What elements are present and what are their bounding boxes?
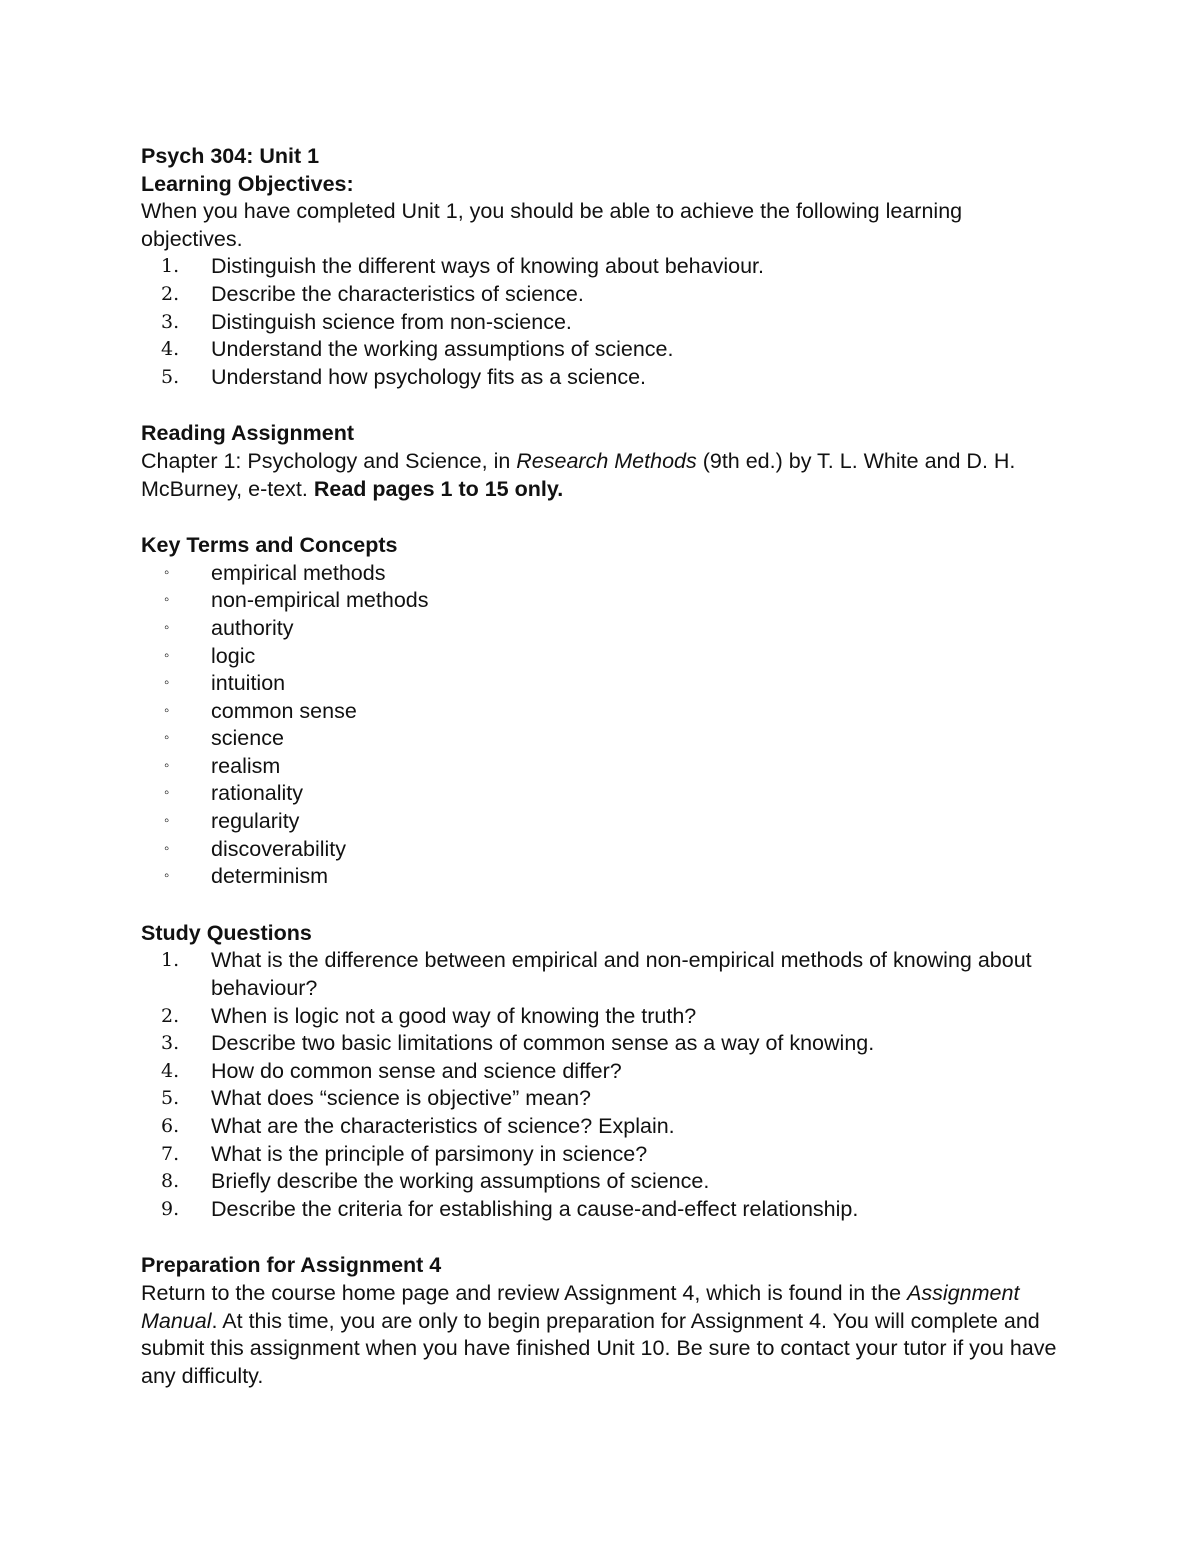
list-item-text: Understand how psychology fits as a science. [211,364,647,389]
list-number: 3. [161,1032,180,1055]
bullet-icon: ◦ [164,784,170,802]
list-item [141,780,1061,808]
reading-emphasis: Read pages 1 to 15 only. [313,476,564,501]
key-terms-list [141,560,1061,891]
assignment-manual-title: Assignment Manual [141,1280,1020,1333]
list-number: 9. [161,1197,180,1220]
list-item [141,253,1061,281]
objectives-heading: Learning Objectives: [141,171,354,196]
question-text: What is the principle of parsimony in science? [211,1141,648,1166]
reading-text-before: Chapter 1: Psychology and Science, in [141,448,517,473]
list-number: 1. [161,255,180,278]
list-item [141,643,1061,671]
list-item-text: Distinguish the different ways of knowing about behaviour. [211,254,764,279]
list-item [141,947,1061,1002]
question-text: Describe the criteria for establishing a cause-and-effect relationship. [211,1196,859,1221]
list-number: 2. [161,282,180,305]
bullet-icon: ◦ [164,701,170,719]
key-term: discoverability [211,836,347,861]
list-item [141,560,1061,588]
key-term: empirical methods [211,560,386,585]
bullet-icon: ◦ [164,729,170,747]
key-term: common sense [211,698,357,723]
question-text: What are the characteristics of science? Explain. [211,1114,675,1138]
list-item [141,309,1061,337]
section-spacer [141,391,1061,420]
list-number: 1. [161,949,180,972]
list-number: 3. [161,310,180,333]
bullet-icon: ◦ [164,674,170,692]
document-page [141,143,1061,1390]
key-term: intuition [211,671,286,696]
list-item [141,725,1061,753]
reading-heading: Reading Assignment [141,421,355,446]
bullet-icon: ◦ [164,756,170,774]
question-text: What is the difference between empirical and non-empirical methods of knowing about behaviour? [211,948,1032,1001]
key-term: science [211,726,284,751]
list-number: 7. [161,1142,180,1165]
study-questions-heading: Study Questions [141,920,312,945]
reading-text [141,448,1061,503]
list-item [141,364,1061,392]
preparation-text [141,1280,1061,1390]
reading-text-after: (9th ed.) by T. L. White and D. H. McBurney, e-text. [141,448,1016,501]
key-term: rationality [211,781,304,806]
book-title: Research Methods [516,448,697,473]
section-spacer [141,503,1061,532]
objectives-intro: When you have completed Unit 1, you should be able to achieve the following learning objectives. [141,199,963,251]
key-term: regularity [211,809,300,834]
bullet-icon: ◦ [164,563,170,581]
list-number: 5. [161,1087,180,1110]
key-term: determinism [211,864,329,889]
list-item [141,615,1061,643]
list-item [141,1113,1061,1141]
list-number: 2. [161,1004,180,1027]
question-text: What does “science is objective” mean? [211,1086,592,1111]
key-term: realism [211,753,281,778]
list-item-text: Describe the characteristics of science. [211,281,584,306]
section-spacer [141,1223,1061,1252]
list-item [141,753,1061,781]
list-item [141,587,1061,615]
list-item [141,863,1061,891]
list-item [141,836,1061,864]
bullet-icon: ◦ [164,646,170,664]
list-item [141,808,1061,836]
list-item-text: Understand the working assumptions of science. [211,337,674,362]
key-term: non-empirical methods [211,588,429,613]
list-item [141,281,1061,309]
list-item [141,698,1061,726]
list-number: 4. [161,338,180,361]
question-text: How do common sense and science differ? [211,1058,622,1083]
list-item [141,1085,1061,1113]
section-spacer [141,891,1061,920]
list-item [141,1030,1061,1058]
bullet-icon: ◦ [164,839,170,857]
question-text: Briefly describe the working assumptions of science. [211,1169,710,1194]
list-item [141,1058,1061,1086]
list-item [141,336,1061,364]
bullet-icon: ◦ [164,867,170,885]
list-item [141,670,1061,698]
preparation-text-before: Return to the course home page and review Assignment 4, which is found in the [141,1280,908,1305]
page-title: Psych 304: Unit 1 [141,144,320,168]
list-number: 5. [161,365,180,388]
list-item [141,1003,1061,1031]
question-text: Describe two basic limitations of common sense as a way of knowing. [211,1031,875,1056]
key-terms-heading: Key Terms and Concepts [141,533,398,558]
list-number: 4. [161,1059,180,1082]
bullet-icon: ◦ [164,618,170,636]
objectives-list [141,253,1061,391]
bullet-icon: ◦ [164,812,170,830]
preparation-heading: Preparation for Assignment 4 [141,1253,442,1278]
preparation-text-after: . At this time, you are only to begin preparation for Assignment 4. You will complete and submit this assignment when you have finished Unit 10. Be sure to contact your tutor if you have any difficulty. [141,1308,1057,1388]
study-questions-list [141,947,1061,1223]
list-item [141,1168,1061,1196]
list-item [141,1141,1061,1169]
key-term: logic [211,643,256,668]
list-number: 8. [161,1170,180,1193]
list-number: 6. [161,1115,180,1137]
list-item-text: Distinguish science from non-science. [211,309,572,334]
key-term: authority [211,615,294,640]
bullet-icon: ◦ [164,591,170,609]
question-text: When is logic not a good way of knowing the truth? [211,1003,697,1028]
list-item [141,1196,1061,1224]
